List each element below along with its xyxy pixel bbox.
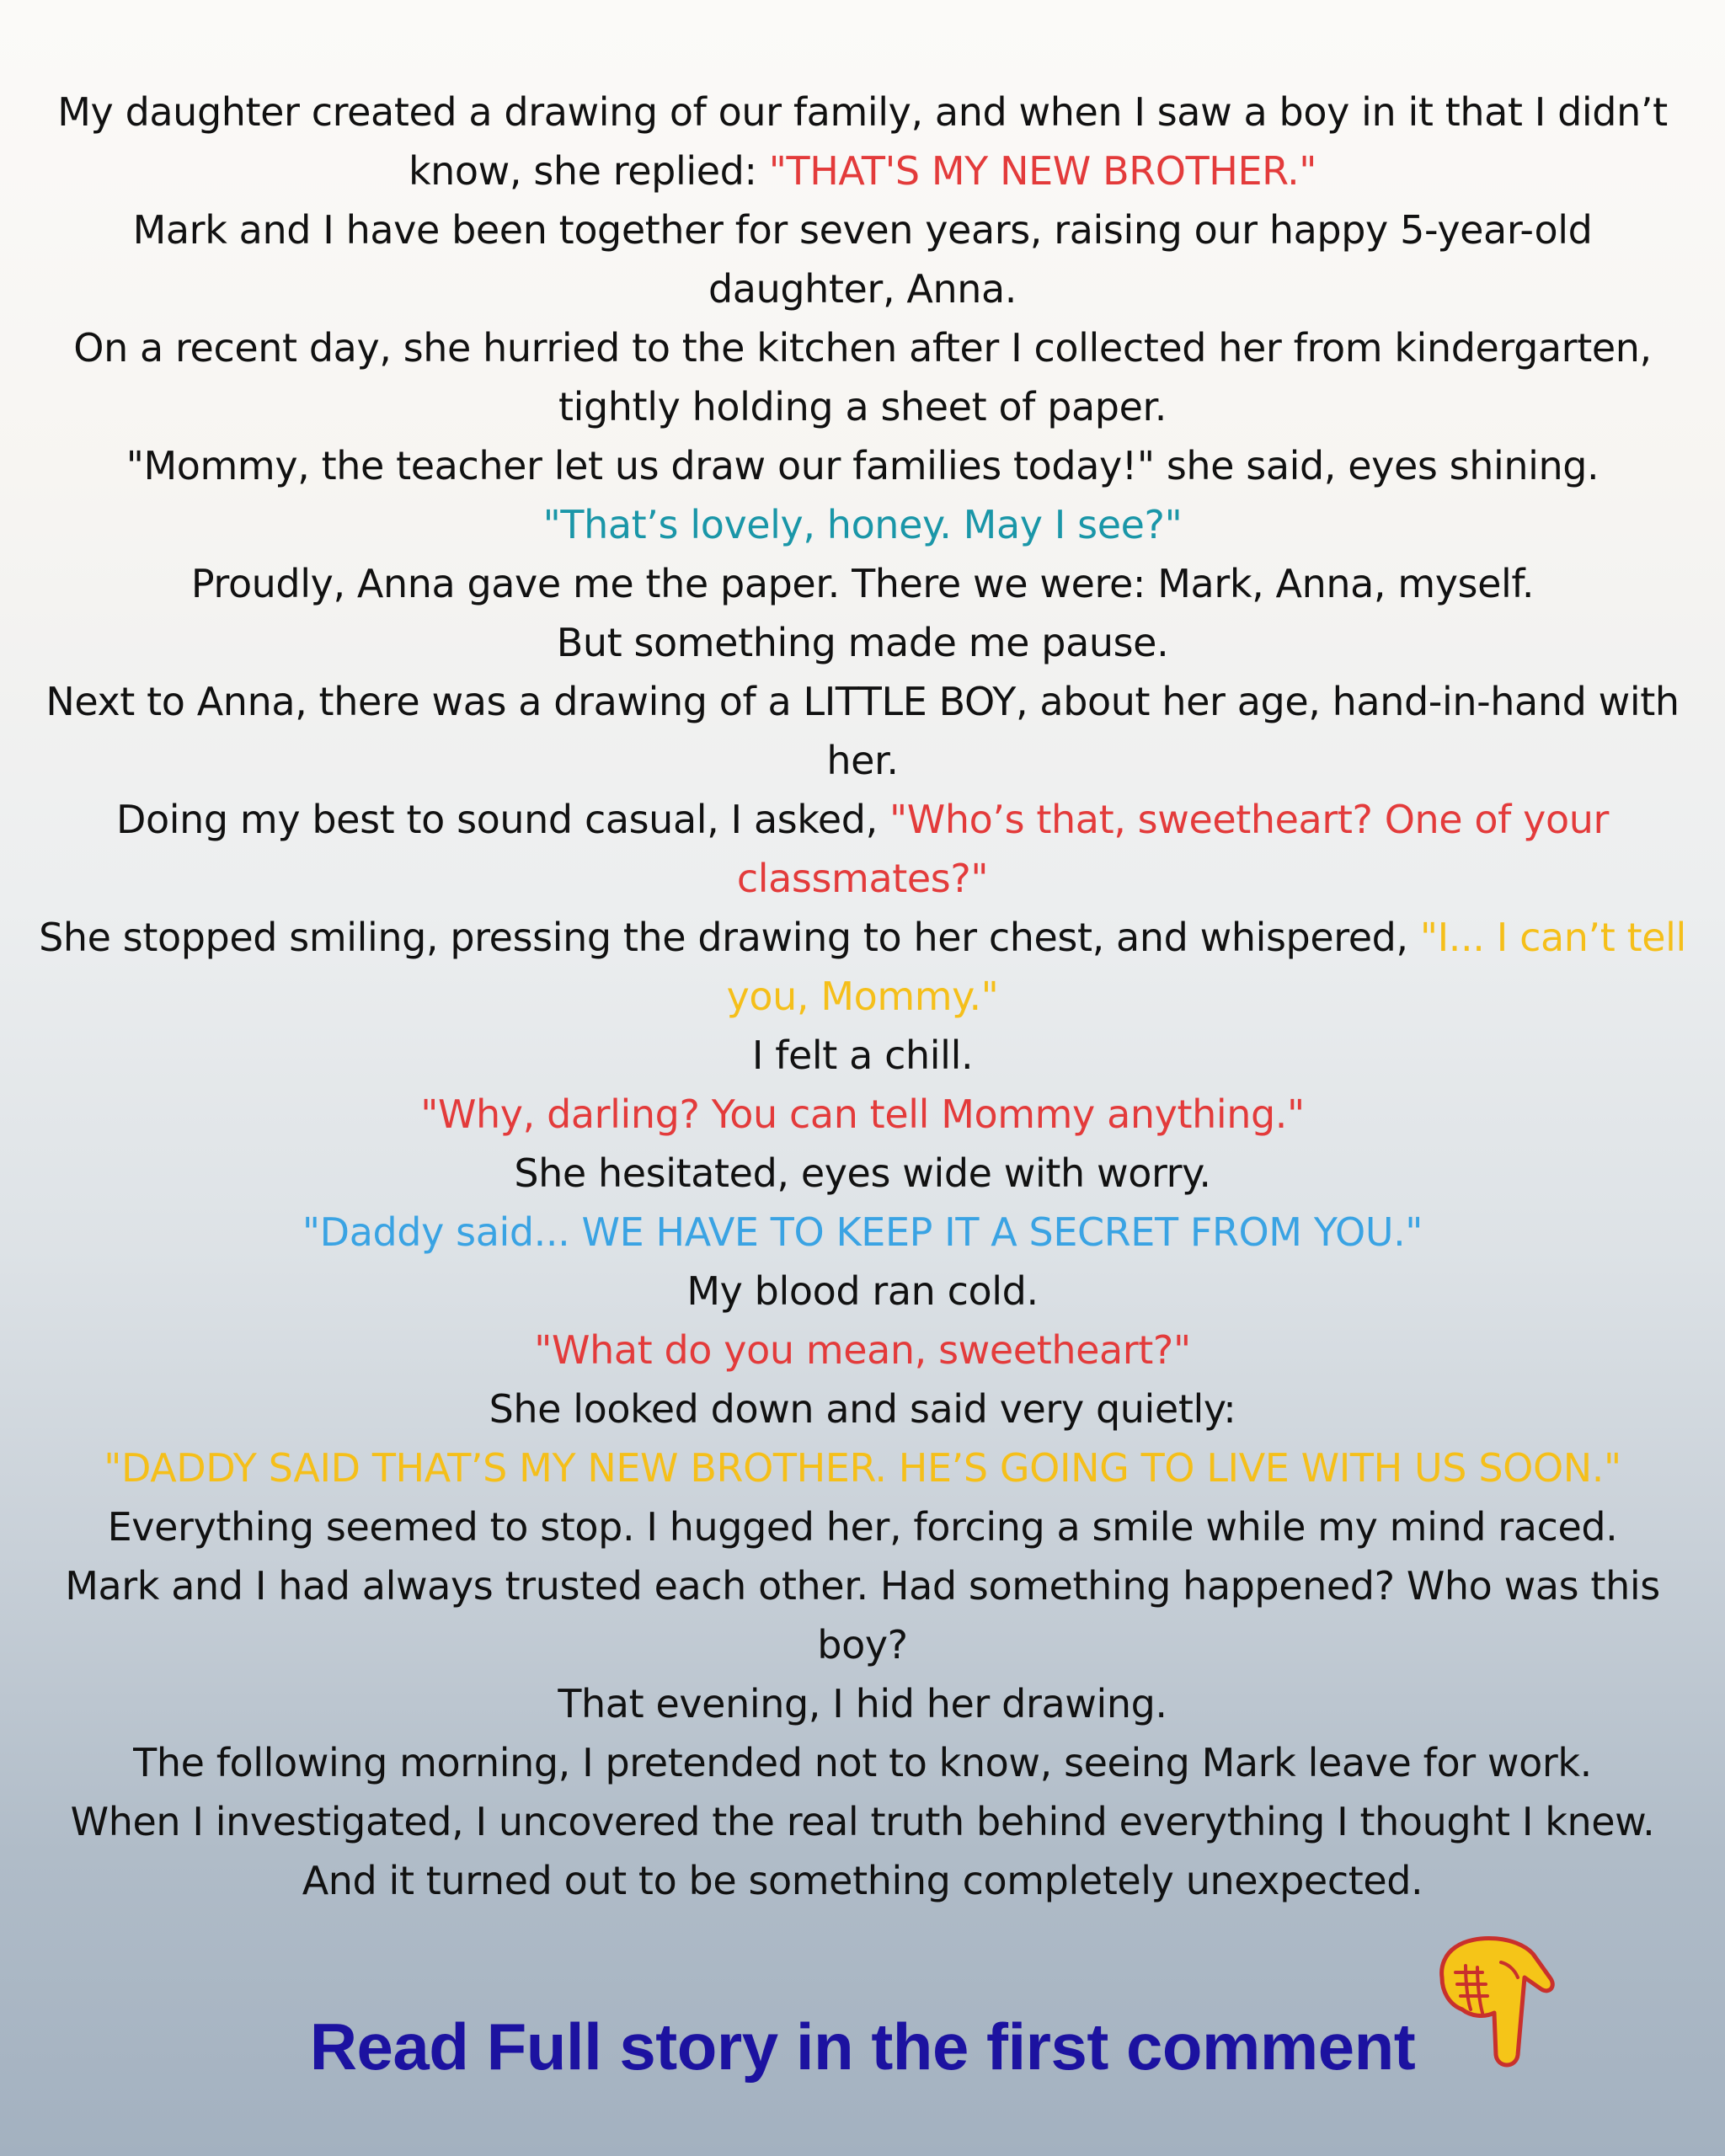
dialogue-quote: "THAT'S MY NEW BROTHER."	[768, 148, 1317, 194]
story-line: She looked down and said very quietly:	[489, 1386, 1236, 1432]
dialogue-quote: "DADDY SAID THAT’S MY NEW BROTHER. HE’S GOING TO LIVE WITH US SOON."	[104, 1445, 1621, 1491]
dialogue-quote: "What do you mean, sweetheart?"	[534, 1327, 1191, 1373]
story-line: But something made me pause.	[556, 620, 1169, 665]
story-line: "Mommy, the teacher let us draw our families today!" she said, eyes shining.	[126, 443, 1599, 488]
story-line: Next to Anna, there was a drawing of a LITTLE BOY, about her age, hand-in-hand with her.	[45, 679, 1680, 783]
story-line: That evening, I hid her drawing.	[558, 1681, 1167, 1726]
story-line: She stopped smiling, pressing the drawing to her chest, and whispered, "I... I can’t tell you, Mommy."	[39, 915, 1686, 1019]
story-line: My daughter created a drawing of our family, and when I saw a boy in it that I didn’t know, she replied: "THAT'S MY NEW BROTHER."	[57, 89, 1668, 194]
story-text	[34, 83, 1691, 1910]
dialogue-quote: "That’s lovely, honey. May I see?"	[542, 502, 1183, 547]
story-line: Proudly, Anna gave me the paper. There we were: Mark, Anna, myself.	[190, 561, 1535, 606]
story-line: She hesitated, eyes wide with worry.	[514, 1150, 1211, 1196]
story-line: Doing my best to sound casual, I asked, "Who’s that, sweetheart? One of your classmates?"	[116, 797, 1609, 901]
dialogue-quote: "Why, darling? You can tell Mommy anything."	[420, 1091, 1305, 1137]
pointing-down-hand-icon	[1423, 1929, 1567, 2080]
dialogue-quote: "Daddy said... WE HAVE TO KEEP IT A SECRET FROM YOU."	[302, 1209, 1423, 1255]
cta-label: Read Full story in the first comment	[309, 2009, 1416, 2084]
story-line: Mark and I have been together for seven years, raising our happy 5-year-old daughter, Anna.	[132, 207, 1593, 312]
story-line: Everything seemed to stop. I hugged her, forcing a smile while my mind raced.	[107, 1504, 1618, 1550]
dialogue-quote: "Who’s that, sweetheart? One of your classmates?"	[736, 797, 1609, 901]
story-line: When I investigated, I uncovered the real truth behind everything I thought I knew.	[70, 1799, 1655, 1844]
story-line: My blood ran cold.	[686, 1268, 1039, 1314]
story-line: I felt a chill.	[751, 1033, 974, 1078]
story-line: Mark and I had always trusted each other. Had something happened? Who was this boy?	[65, 1563, 1660, 1668]
dialogue-quote: "I... I can’t tell you, Mommy."	[726, 915, 1686, 1019]
story-line: And it turned out to be something completely unexpected.	[302, 1858, 1423, 1903]
story-line: The following morning, I pretended not to know, seeing Mark leave for work.	[133, 1740, 1592, 1785]
story-line: On a recent day, she hurried to the kitchen after I collected her from kindergarten, tightly holding a sheet of paper.	[73, 325, 1652, 430]
